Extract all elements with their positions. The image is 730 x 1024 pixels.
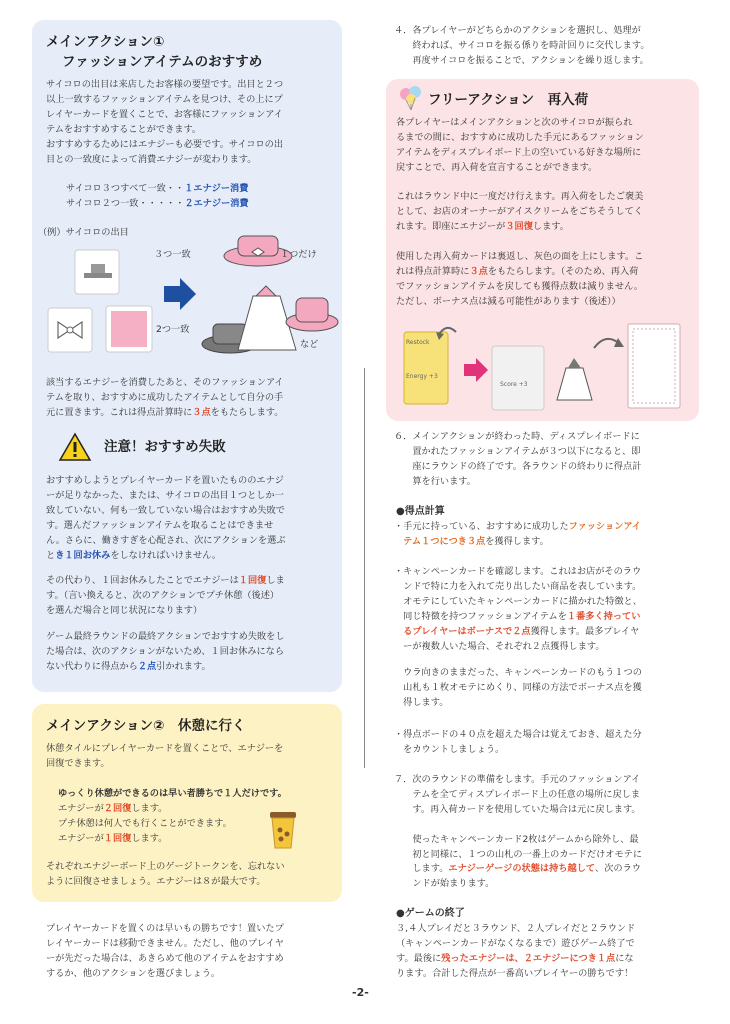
free-text-3a: 使用した再入荷カードは裏返し、灰色の面を上にします。こ れは得点計算時に: [396, 251, 644, 277]
caution-text-2a: その代わり、１回お休みしたことでエナジーは: [46, 575, 239, 586]
free-action-title: フリーアクション 再入荷: [428, 92, 589, 108]
caution-minus-highlight: ２点: [137, 660, 157, 672]
after-paragraph: [46, 376, 336, 421]
rest-line-2c: します。: [131, 802, 168, 814]
match3-label: サイコロ３つすべて一致・・: [66, 183, 185, 194]
warning-icon: [58, 432, 92, 462]
caution-paragraph-3: [46, 630, 338, 675]
main-action-1-intro: サイコロの出目は来店したお客様の要望です。出目と２つ 以上一致するファッションアイテムを見つけ、その上にプ レイヤーカードを置くことで、お客様にファッションアイ テムをおすすめすることができます。 おすすめするためにはエナジーも必要です。サイコロの出 目との一致度によって消費エナジーが変わります。: [46, 79, 284, 165]
main-action-1-subtitle: ファッションアイテムのおすすめ: [62, 54, 263, 70]
balloon-icon: [398, 84, 424, 112]
rest-line-2a: エナジーが: [58, 802, 104, 814]
free-action-para-3: [396, 250, 696, 310]
caution-title: 注意！おすすめ失敗: [104, 439, 226, 455]
score-b1-text: ・手元に持っている、おすすめに成功した: [394, 521, 569, 532]
score-b1-highlight: ファッションアイ テム１つにつき３点: [403, 521, 641, 547]
free-action-para-2: [396, 190, 696, 235]
score-bullet-2: [394, 565, 714, 654]
rest-line-2b: ２回復: [103, 802, 132, 814]
score-b2-highlight: １番多く持ってい るプレイヤーはボーナスで２点: [403, 610, 641, 637]
bow-icon: [48, 308, 92, 352]
after-text-2: をもたらします。: [210, 406, 284, 418]
column-divider: [364, 368, 365, 768]
caution-text-2b: しま す。（言い換えると、次のアクションでプチ休憩（後述） を選んだ場合と同じ状況になります）: [46, 575, 285, 616]
game-end-text-1: ３,４人プレイだと３ラウンド、２人プレイだと２ラウンド （キャンペーンカードがなくなるまで）遊びゲーム終了で す。最後に: [396, 923, 636, 964]
caution-text-1a: おすすめしようとプレイヤーカードを置いたもののエナジ ーが足りなかった、または、サイコロの出目１つとしか一 致していない、何も一致していない場合はおすすめ失敗で す。選んだファッションアイテムを取ることはできませ ん。さらに、働きすぎを心配され、次にアクションを選ぶ と: [46, 475, 286, 561]
free-text-2b: します。: [532, 220, 569, 232]
restock-illustration: [398, 318, 694, 414]
example-label: （例）サイコロの出目: [38, 227, 129, 238]
game-end-highlight: 残ったエナジーは、２エナジーにつき１点: [441, 952, 616, 964]
one-only-label: １つだけ: [280, 249, 317, 260]
after-text-1: 該当するエナジーを消費したあと、そのファッションアイ テムを取り、おすすめに成功したアイテムとして自分の手 元に置きます。これは得点計算時に: [46, 377, 284, 418]
step-7: [394, 773, 714, 892]
game-end-paragraph: [396, 922, 716, 982]
coffee-cup-icon: [266, 810, 300, 850]
caution-paragraph-1: [46, 474, 338, 563]
rest-line-4b: １回復: [103, 832, 132, 844]
game-end-title: ●ゲームの終了: [396, 908, 465, 919]
rest-line-3: プチ休憩は何人でも行くことができます。: [58, 817, 232, 829]
caution-recover-highlight: １回復: [238, 575, 267, 586]
match3-cost: １エナジー消費: [184, 183, 249, 194]
game-end-text-2: にな ります。合計した得点が一番高いプレイヤーの勝ちです！: [396, 952, 634, 979]
step-7-highlight: エナジーゲージの状態は持ち越して: [448, 863, 596, 875]
free-points-highlight: ３点: [469, 265, 488, 277]
free-recover-highlight: ３回復: [505, 220, 533, 232]
step-6: ６．メインアクションが終わった時、ディスプレイボードに 置かれたファッションアイテムが３つ以下になると、即 座にラウンドの終了です。各ラウンドの終わりに得点計 算を行います。: [394, 431, 642, 487]
score-bullet-1: [394, 520, 714, 550]
free-text-3b: をもたらします。（そのため、再入荷 でファッションアイテムを戻しても獲得点数は減りません。 ただし、ボーナス点は減る可能性があります（後述））: [396, 265, 643, 307]
caution-text-1b: をしなければいけません。: [110, 549, 222, 561]
match2-line: [66, 197, 249, 212]
caution-text-3a: ゲーム最終ラウンドの最終アクションでおすすめ失敗をし た場合は、次のアクションがないため、１回お休みになら ない代わりに得点から: [46, 631, 285, 672]
main-action-1-title: メインアクション①: [46, 34, 165, 50]
main-action-2-intro: 休憩タイルにプレイヤーカードを置くことで、エナジーを 回復できます。: [46, 743, 284, 769]
score-bullet-4: ・得点ボードの４０点を超えた場合は覚えておき、超えた分 をカウントしましょう。: [394, 729, 642, 755]
main-action-2-note: それぞれエナジーボード上のゲージトークンを、忘れない ように回復させましょう。エナジーは８が最大です。: [46, 861, 285, 887]
hat-icon: [75, 250, 119, 294]
caution-rest-highlight: き１回お休み: [55, 549, 111, 561]
step-7-text: ７．次のラウンドの準備をします。手元のファッションアイ テムを全てディスプレイボード上の任意の場所に戻しま す。再入荷カードを使用していた場合は元に戻します。 使ったキャンペーンカード2枚はゲームから除外し、最 初と同様に、１つの山札の一番上のカードだけオモテに します。: [394, 774, 643, 875]
step-4: ４．各プレイヤーがどちらかのアクションを選択し、処理が 終われば、サイコロを振る係りを時計回りに交代します。 再度サイコロを振ることで、アクションを繰り返します。: [394, 25, 650, 66]
score-calc-title: ●得点計算: [396, 506, 445, 517]
rest-line-4a: エナジーが: [58, 832, 104, 844]
three-match-label: ３つ一致: [154, 249, 191, 260]
match3-line: [66, 182, 248, 197]
main-action-2-title: メインアクション② 休憩に行く: [46, 718, 246, 734]
first-come-note: プレイヤーカードを置くのは早いもの勝ちです！置いたプ レイヤーカードは移動できません。ただし、他のプレイヤ ーが先だった場合は、あきらめて他のアイテムをおすすめ するか、他のアクションを選びましょう。: [46, 923, 284, 979]
score-b2-text: ・キャンペーンカードを確認します。これはお店がそのラウ ンドで特に力を入れて売り出したい商品を表しています。 オモテにしていたキャンペーンカードに描かれた特徴と、 同じ特徴を持つファッションアイテムを: [394, 566, 642, 622]
arrow-right-icon: [164, 278, 196, 310]
caution-text-3b: 引かれます。: [156, 660, 211, 672]
score-b1-text-2: を獲得します。: [485, 535, 549, 547]
caution-paragraph-2: [46, 574, 338, 619]
pink-die-icon: [106, 306, 152, 352]
match2-label: サイコロ２つ一致・・・・・: [66, 198, 185, 209]
page-number: -2-: [352, 986, 369, 999]
step-7-text-2: 、次のラウ ンドが始まります。: [412, 863, 641, 890]
score-b2-text-2: 獲得します。最多プレイヤ ーが複数人いた場合、それぞれ２点獲得します。: [403, 625, 640, 652]
two-match-label: 2つ一致: [156, 324, 190, 335]
arrow-right-icon: [464, 358, 488, 382]
match2-cost: ２エナジー消費: [184, 198, 249, 209]
etc-label: など: [300, 339, 319, 350]
after-points: ３点: [192, 406, 211, 418]
restock-card-energy: Energy +3: [406, 373, 438, 380]
rest-line-1: ゆっくり休憩ができるのは早い者勝ちで１人だけです。: [58, 788, 287, 799]
free-action-para-1: 各プレイヤーはメインアクションと次のサイコロが振られ るまでの間に、おすすめに成功した手元にあるファッション アイテムをディスプレイボード上の空いている好きな場所に 戻すことで、再入荷を宣言することができます。: [396, 117, 644, 173]
score-bullet-3: ウラ向きのままだった、キャンペーンカードのもう１つの 山札も１枚オモテにめくり、同様の方法でボーナス点を獲 得します。: [403, 667, 642, 708]
rest-line-4c: します。: [131, 832, 168, 844]
restock-card-label: Restock: [406, 339, 430, 346]
restock-card-score: Score +3: [500, 381, 528, 388]
free-text-2a: これはラウンド中に一度だけ行えます。再入荷をしたご褒美 として、お店のオーナーがアイスクリームをごちそうしてく れます。即座にエナジーが: [396, 191, 644, 232]
